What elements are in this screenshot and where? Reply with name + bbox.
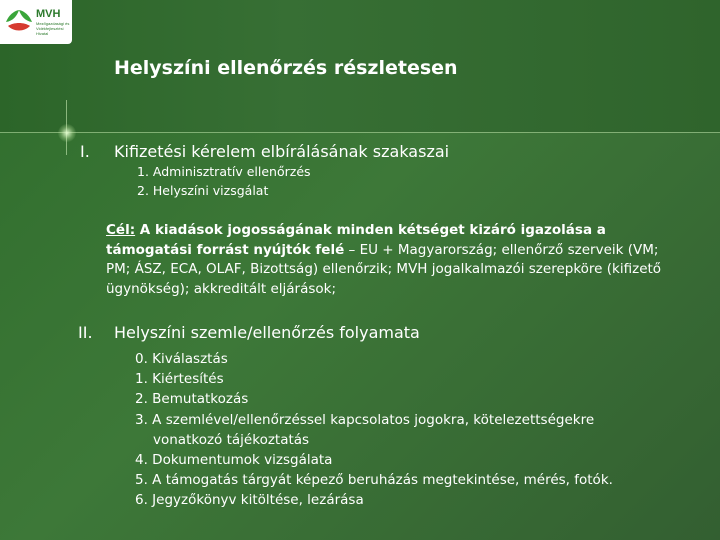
logo-name: MVH	[36, 8, 61, 20]
section2-number: II.	[78, 323, 93, 342]
section1-number: I.	[80, 142, 90, 161]
list-item-continuation: vonatkozó tájékoztatás	[153, 431, 310, 448]
list-item: 6. Jegyzőkönyv kitöltése, lezárása	[135, 492, 364, 509]
goal-rest-text: – EU + Magyarország; ellenőrző szerveik (VM; PM; ÁSZ, ECA, OLAF, Bizottság) ellenőrzik; MVH jogalkalmazói szerepköre (kifizető ügynökség); akkreditált eljárások;	[106, 241, 662, 297]
list-item: 0. Kiválasztás	[135, 351, 228, 367]
section2-list	[135, 349, 613, 511]
divider-line	[0, 132, 720, 133]
goal-label: Cél:	[106, 222, 136, 238]
leaf-icon	[4, 8, 34, 34]
section1-item: 1. Adminisztratív ellenőrzés	[137, 164, 311, 179]
list-item: 4. Dokumentumok vizsgálata	[135, 452, 333, 469]
section2-title: Helyszíni szemle/ellenőrzés folyamata	[114, 323, 420, 342]
mvh-logo	[0, 0, 72, 44]
list-item: 3. A szemlével/ellenőrzéssel kapcsolatos jogokra, kötelezettségekre	[135, 411, 595, 428]
glow-accent	[58, 124, 76, 142]
list-item: 2. Bemutatkozás	[135, 391, 249, 408]
section1-title: Kifizetési kérelem elbírálásának szakaszai	[114, 142, 450, 161]
goal-paragraph	[106, 221, 686, 299]
page-title: Helyszíni ellenőrzés részletesen	[114, 57, 458, 79]
goal-bold-text: A kiadások jogosságának minden kétséget kizáró igazolása a támogatási forrást nyújtók felé	[106, 222, 606, 258]
list-item: 5. A támogatás tárgyát képező beruházás megtekintése, mérés, fotók.	[135, 472, 613, 489]
section1-item: 2. Helyszíni vizsgálat	[137, 183, 269, 198]
logo-subtitle: Mezőgazdasági és Vidékfejlesztési Hivatal	[36, 21, 70, 36]
list-item: 1. Kiértesítés	[135, 371, 224, 388]
